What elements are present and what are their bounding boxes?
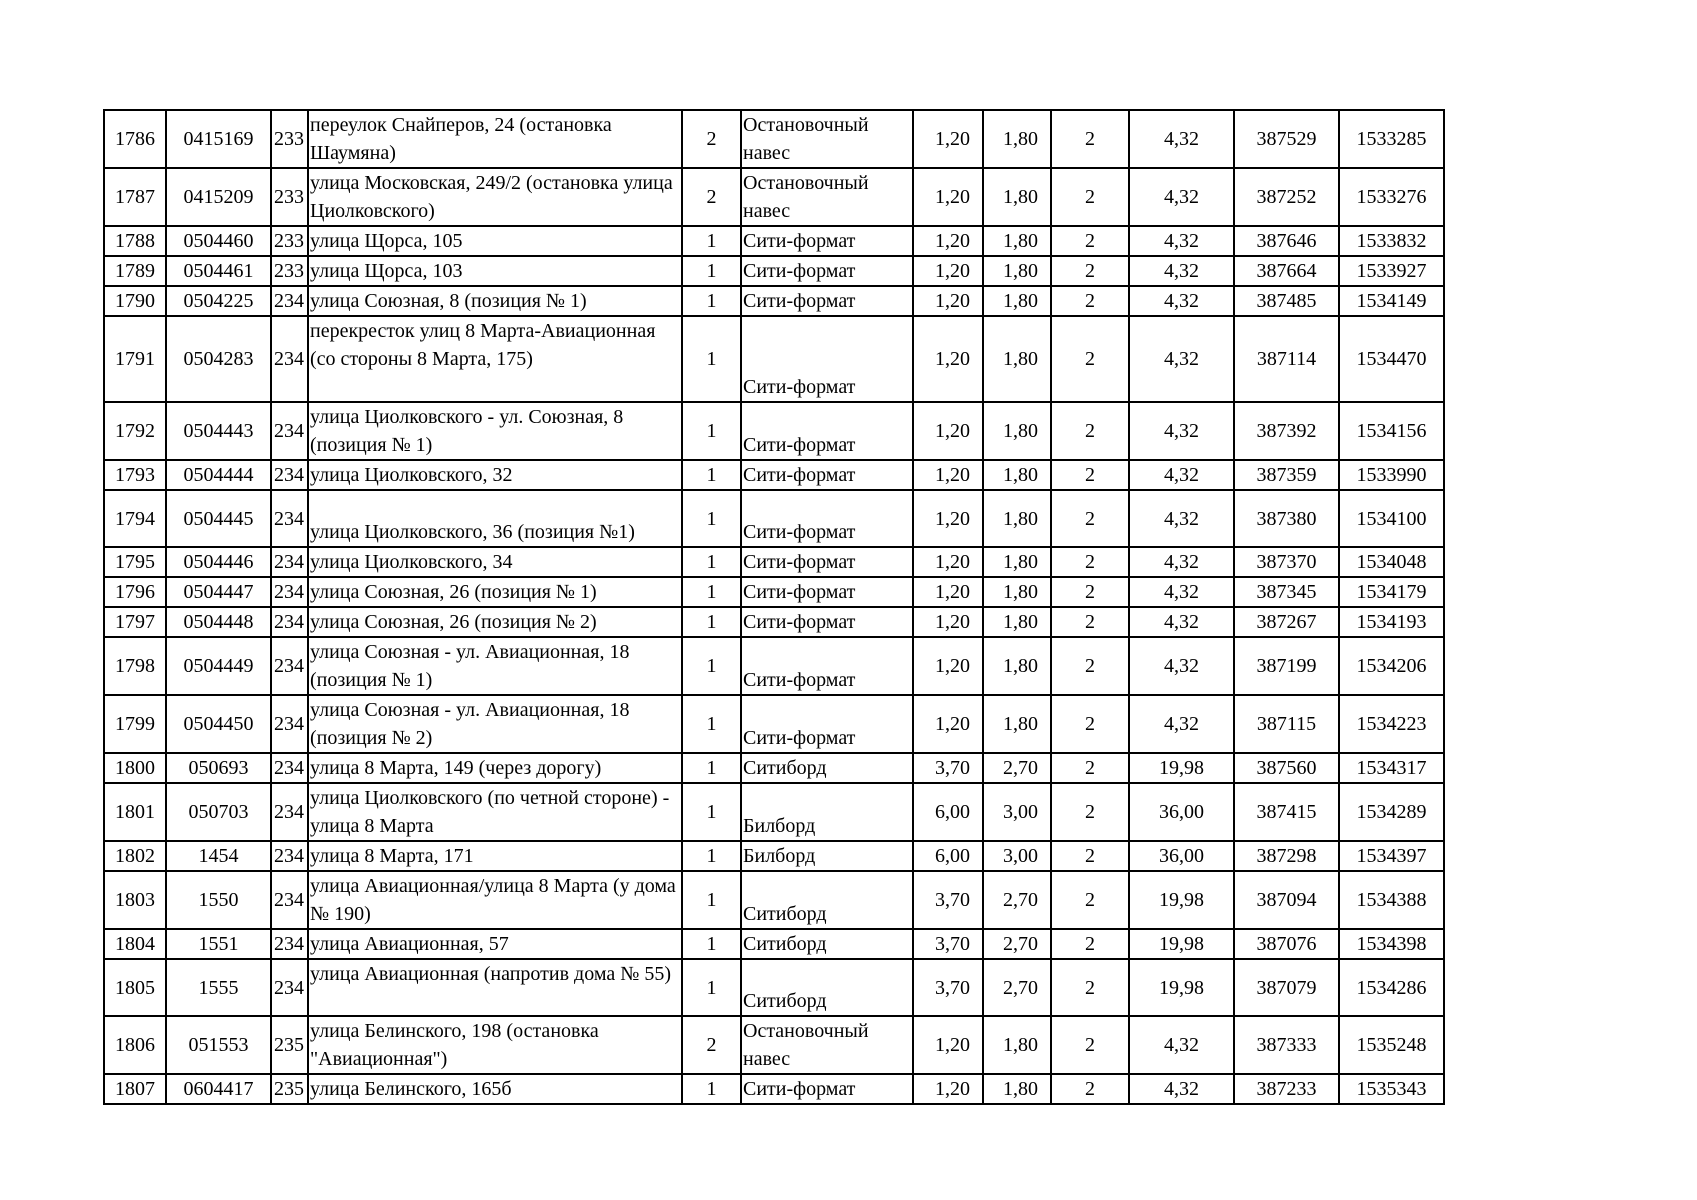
sides-cell: 1 [682, 753, 741, 783]
coord-x-cell: 387485 [1234, 286, 1339, 316]
area-cell: 4,32 [1129, 577, 1234, 607]
sides-cell: 1 [682, 959, 741, 1016]
area-cell: 4,32 [1129, 256, 1234, 286]
count-cell: 2 [1051, 110, 1129, 168]
row-number-cell: 1795 [104, 547, 166, 577]
sides-cell: 2 [682, 168, 741, 226]
construction-type-cell: Ситиборд [741, 753, 913, 783]
coord-y-cell: 1534317 [1339, 753, 1444, 783]
count-cell: 2 [1051, 1074, 1129, 1104]
width-cell: 3,70 [913, 929, 983, 959]
count-cell: 2 [1051, 753, 1129, 783]
count-cell: 2 [1051, 929, 1129, 959]
width-cell: 1,20 [913, 110, 983, 168]
district-cell: 233 [271, 168, 308, 226]
construction-type-cell: Билборд [741, 841, 913, 871]
district-cell: 234 [271, 929, 308, 959]
area-cell: 4,32 [1129, 607, 1234, 637]
construction-type-cell: Ситиборд [741, 929, 913, 959]
code-cell: 0504443 [166, 402, 271, 460]
area-cell: 19,98 [1129, 929, 1234, 959]
height-cell: 1,80 [983, 490, 1051, 547]
row-number-cell: 1806 [104, 1016, 166, 1074]
width-cell: 3,70 [913, 871, 983, 929]
count-cell: 2 [1051, 841, 1129, 871]
area-cell: 4,32 [1129, 637, 1234, 695]
sides-cell: 1 [682, 577, 741, 607]
address-cell: улица Авиационная, 57 [308, 929, 682, 959]
height-cell: 2,70 [983, 929, 1051, 959]
coord-y-cell: 1534223 [1339, 695, 1444, 753]
area-cell: 4,32 [1129, 490, 1234, 547]
area-cell: 4,32 [1129, 402, 1234, 460]
code-cell: 1551 [166, 929, 271, 959]
sides-cell: 1 [682, 871, 741, 929]
address-cell: переулок Снайперов, 24 (остановка Шаумяна) [308, 110, 682, 168]
table-body [104, 110, 1444, 1104]
height-cell: 1,80 [983, 168, 1051, 226]
construction-type-cell: Сити-формат [741, 460, 913, 490]
count-cell: 2 [1051, 959, 1129, 1016]
address-cell: улица Щорса, 105 [308, 226, 682, 256]
table-row [104, 929, 1444, 959]
row-number-cell: 1801 [104, 783, 166, 841]
code-cell: 050703 [166, 783, 271, 841]
address-cell: улица Циолковского, 34 [308, 547, 682, 577]
height-cell: 1,80 [983, 637, 1051, 695]
address-cell: улица Белинского, 198 (остановка "Авиационная") [308, 1016, 682, 1074]
sides-cell: 1 [682, 256, 741, 286]
district-cell: 234 [271, 316, 308, 402]
address-cell: улица Союзная - ул. Авиационная, 18 (позиция № 2) [308, 695, 682, 753]
row-number-cell: 1796 [104, 577, 166, 607]
height-cell: 2,70 [983, 871, 1051, 929]
row-number-cell: 1792 [104, 402, 166, 460]
width-cell: 1,20 [913, 226, 983, 256]
height-cell: 1,80 [983, 402, 1051, 460]
count-cell: 2 [1051, 1016, 1129, 1074]
row-number-cell: 1791 [104, 316, 166, 402]
district-cell: 234 [271, 959, 308, 1016]
width-cell: 1,20 [913, 1074, 983, 1104]
row-number-cell: 1788 [104, 226, 166, 256]
sides-cell: 1 [682, 316, 741, 402]
sides-cell: 1 [682, 929, 741, 959]
coord-y-cell: 1535343 [1339, 1074, 1444, 1104]
construction-type-cell: Билборд [741, 783, 913, 841]
row-number-cell: 1799 [104, 695, 166, 753]
table-row [104, 110, 1444, 168]
coord-y-cell: 1534289 [1339, 783, 1444, 841]
address-cell: перекресток улиц 8 Марта-Авиационная (со стороны 8 Марта, 175) [308, 316, 682, 402]
code-cell: 0504449 [166, 637, 271, 695]
construction-type-cell: Сити-формат [741, 547, 913, 577]
code-cell: 1550 [166, 871, 271, 929]
construction-type-cell: Сити-формат [741, 1074, 913, 1104]
table-row [104, 460, 1444, 490]
construction-type-cell: Сити-формат [741, 402, 913, 460]
width-cell: 3,70 [913, 753, 983, 783]
area-cell: 4,32 [1129, 168, 1234, 226]
sides-cell: 1 [682, 607, 741, 637]
code-cell: 0504283 [166, 316, 271, 402]
width-cell: 1,20 [913, 402, 983, 460]
table-row [104, 168, 1444, 226]
coord-x-cell: 387252 [1234, 168, 1339, 226]
area-cell: 19,98 [1129, 753, 1234, 783]
height-cell: 1,80 [983, 316, 1051, 402]
address-cell: улица Циолковского (по четной стороне) - улица 8 Марта [308, 783, 682, 841]
height-cell: 1,80 [983, 577, 1051, 607]
code-cell: 0504225 [166, 286, 271, 316]
width-cell: 1,20 [913, 316, 983, 402]
coord-x-cell: 387370 [1234, 547, 1339, 577]
address-cell: улица Авиационная (напротив дома № 55) [308, 959, 682, 1016]
width-cell: 1,20 [913, 695, 983, 753]
width-cell: 3,70 [913, 959, 983, 1016]
area-cell: 4,32 [1129, 695, 1234, 753]
count-cell: 2 [1051, 637, 1129, 695]
sides-cell: 1 [682, 402, 741, 460]
district-cell: 233 [271, 256, 308, 286]
coord-y-cell: 1534100 [1339, 490, 1444, 547]
area-cell: 4,32 [1129, 110, 1234, 168]
sides-cell: 2 [682, 110, 741, 168]
coord-y-cell: 1533276 [1339, 168, 1444, 226]
coord-y-cell: 1534048 [1339, 547, 1444, 577]
area-cell: 36,00 [1129, 841, 1234, 871]
construction-type-cell: Сити-формат [741, 577, 913, 607]
construction-type-cell: Сити-формат [741, 637, 913, 695]
table-row [104, 637, 1444, 695]
sides-cell: 1 [682, 841, 741, 871]
code-cell: 051553 [166, 1016, 271, 1074]
height-cell: 1,80 [983, 110, 1051, 168]
district-cell: 234 [271, 607, 308, 637]
code-cell: 0504446 [166, 547, 271, 577]
width-cell: 1,20 [913, 490, 983, 547]
address-cell: улица Союзная, 26 (позиция № 2) [308, 607, 682, 637]
coord-y-cell: 1534388 [1339, 871, 1444, 929]
construction-type-cell: Сити-формат [741, 490, 913, 547]
count-cell: 2 [1051, 547, 1129, 577]
coord-x-cell: 387094 [1234, 871, 1339, 929]
area-cell: 19,98 [1129, 871, 1234, 929]
table-row [104, 256, 1444, 286]
height-cell: 2,70 [983, 959, 1051, 1016]
coord-y-cell: 1534179 [1339, 577, 1444, 607]
code-cell: 0504444 [166, 460, 271, 490]
coord-y-cell: 1534286 [1339, 959, 1444, 1016]
code-cell: 0504445 [166, 490, 271, 547]
table-row [104, 402, 1444, 460]
district-cell: 234 [271, 577, 308, 607]
table-row [104, 753, 1444, 783]
district-cell: 234 [271, 695, 308, 753]
coord-y-cell: 1533832 [1339, 226, 1444, 256]
address-cell: улица Авиационная/улица 8 Марта (у дома № 190) [308, 871, 682, 929]
sides-cell: 1 [682, 286, 741, 316]
height-cell: 1,80 [983, 226, 1051, 256]
width-cell: 6,00 [913, 783, 983, 841]
row-number-cell: 1804 [104, 929, 166, 959]
height-cell: 1,80 [983, 547, 1051, 577]
row-number-cell: 1789 [104, 256, 166, 286]
count-cell: 2 [1051, 490, 1129, 547]
district-cell: 234 [271, 753, 308, 783]
area-cell: 4,32 [1129, 316, 1234, 402]
coord-x-cell: 387345 [1234, 577, 1339, 607]
coord-x-cell: 387529 [1234, 110, 1339, 168]
table-row [104, 695, 1444, 753]
coord-x-cell: 387199 [1234, 637, 1339, 695]
coord-y-cell: 1534206 [1339, 637, 1444, 695]
coord-y-cell: 1534149 [1339, 286, 1444, 316]
construction-type-cell: Остановочный навес [741, 168, 913, 226]
coord-y-cell: 1535248 [1339, 1016, 1444, 1074]
coord-x-cell: 387560 [1234, 753, 1339, 783]
construction-type-cell: Сити-формат [741, 607, 913, 637]
width-cell: 1,20 [913, 547, 983, 577]
sides-cell: 1 [682, 547, 741, 577]
table-row [104, 841, 1444, 871]
construction-type-cell: Сити-формат [741, 286, 913, 316]
area-cell: 36,00 [1129, 783, 1234, 841]
coord-y-cell: 1534397 [1339, 841, 1444, 871]
coord-x-cell: 387664 [1234, 256, 1339, 286]
address-cell: улица 8 Марта, 149 (через дорогу) [308, 753, 682, 783]
table-row [104, 783, 1444, 841]
construction-type-cell: Ситиборд [741, 959, 913, 1016]
code-cell: 0504450 [166, 695, 271, 753]
district-cell: 234 [271, 460, 308, 490]
count-cell: 2 [1051, 577, 1129, 607]
sides-cell: 1 [682, 490, 741, 547]
address-cell: улица Союзная, 8 (позиция № 1) [308, 286, 682, 316]
height-cell: 3,00 [983, 841, 1051, 871]
height-cell: 1,80 [983, 1074, 1051, 1104]
row-number-cell: 1786 [104, 110, 166, 168]
coord-y-cell: 1534156 [1339, 402, 1444, 460]
area-cell: 4,32 [1129, 226, 1234, 256]
construction-type-cell: Остановочный навес [741, 1016, 913, 1074]
sides-cell: 1 [682, 226, 741, 256]
construction-type-cell: Сити-формат [741, 316, 913, 402]
coord-x-cell: 387380 [1234, 490, 1339, 547]
sides-cell: 1 [682, 460, 741, 490]
height-cell: 1,80 [983, 460, 1051, 490]
construction-type-cell: Остановочный навес [741, 110, 913, 168]
district-cell: 234 [271, 286, 308, 316]
count-cell: 2 [1051, 316, 1129, 402]
coord-x-cell: 387646 [1234, 226, 1339, 256]
height-cell: 1,80 [983, 1016, 1051, 1074]
height-cell: 2,70 [983, 753, 1051, 783]
area-cell: 4,32 [1129, 1074, 1234, 1104]
width-cell: 1,20 [913, 286, 983, 316]
coord-y-cell: 1534470 [1339, 316, 1444, 402]
coord-x-cell: 387079 [1234, 959, 1339, 1016]
sides-cell: 1 [682, 1074, 741, 1104]
row-number-cell: 1794 [104, 490, 166, 547]
district-cell: 234 [271, 841, 308, 871]
sides-cell: 1 [682, 783, 741, 841]
table-row [104, 286, 1444, 316]
district-cell: 234 [271, 402, 308, 460]
sides-cell: 1 [682, 637, 741, 695]
construction-type-cell: Сити-формат [741, 256, 913, 286]
count-cell: 2 [1051, 226, 1129, 256]
district-cell: 234 [271, 783, 308, 841]
height-cell: 1,80 [983, 286, 1051, 316]
address-cell: улица Союзная - ул. Авиационная, 18 (позиция № 1) [308, 637, 682, 695]
sides-cell: 1 [682, 695, 741, 753]
coord-y-cell: 1534398 [1339, 929, 1444, 959]
area-cell: 19,98 [1129, 959, 1234, 1016]
district-cell: 235 [271, 1074, 308, 1104]
data-table [103, 109, 1445, 1105]
coord-x-cell: 387415 [1234, 783, 1339, 841]
area-cell: 4,32 [1129, 547, 1234, 577]
coord-x-cell: 387392 [1234, 402, 1339, 460]
code-cell: 0504447 [166, 577, 271, 607]
width-cell: 6,00 [913, 841, 983, 871]
construction-type-cell: Сити-формат [741, 695, 913, 753]
count-cell: 2 [1051, 402, 1129, 460]
code-cell: 0504461 [166, 256, 271, 286]
count-cell: 2 [1051, 783, 1129, 841]
row-number-cell: 1800 [104, 753, 166, 783]
code-cell: 0415209 [166, 168, 271, 226]
district-cell: 234 [271, 871, 308, 929]
height-cell: 1,80 [983, 256, 1051, 286]
address-cell: улица Белинского, 165б [308, 1074, 682, 1104]
height-cell: 3,00 [983, 783, 1051, 841]
row-number-cell: 1803 [104, 871, 166, 929]
table-row [104, 316, 1444, 402]
area-cell: 4,32 [1129, 1016, 1234, 1074]
width-cell: 1,20 [913, 637, 983, 695]
width-cell: 1,20 [913, 607, 983, 637]
address-cell: улица 8 Марта, 171 [308, 841, 682, 871]
sides-cell: 2 [682, 1016, 741, 1074]
district-cell: 235 [271, 1016, 308, 1074]
code-cell: 1454 [166, 841, 271, 871]
count-cell: 2 [1051, 695, 1129, 753]
code-cell: 050693 [166, 753, 271, 783]
width-cell: 1,20 [913, 256, 983, 286]
width-cell: 1,20 [913, 577, 983, 607]
address-cell: улица Циолковского, 36 (позиция №1) [308, 490, 682, 547]
row-number-cell: 1807 [104, 1074, 166, 1104]
coord-y-cell: 1534193 [1339, 607, 1444, 637]
row-number-cell: 1793 [104, 460, 166, 490]
table-row [104, 226, 1444, 256]
row-number-cell: 1802 [104, 841, 166, 871]
address-cell: улица Щорса, 103 [308, 256, 682, 286]
code-cell: 0504448 [166, 607, 271, 637]
address-cell: улица Циолковского - ул. Союзная, 8 (позиция № 1) [308, 402, 682, 460]
table-row [104, 959, 1444, 1016]
table-row [104, 490, 1444, 547]
count-cell: 2 [1051, 286, 1129, 316]
table-row [104, 577, 1444, 607]
coord-x-cell: 387333 [1234, 1016, 1339, 1074]
district-cell: 234 [271, 490, 308, 547]
coord-x-cell: 387114 [1234, 316, 1339, 402]
coord-y-cell: 1533990 [1339, 460, 1444, 490]
coord-x-cell: 387298 [1234, 841, 1339, 871]
area-cell: 4,32 [1129, 286, 1234, 316]
district-cell: 233 [271, 226, 308, 256]
width-cell: 1,20 [913, 460, 983, 490]
row-number-cell: 1798 [104, 637, 166, 695]
construction-type-cell: Сити-формат [741, 226, 913, 256]
table-row [104, 607, 1444, 637]
height-cell: 1,80 [983, 607, 1051, 637]
district-cell: 234 [271, 637, 308, 695]
code-cell: 0415169 [166, 110, 271, 168]
construction-type-cell: Ситиборд [741, 871, 913, 929]
district-cell: 233 [271, 110, 308, 168]
width-cell: 1,20 [913, 1016, 983, 1074]
table-row [104, 1016, 1444, 1074]
count-cell: 2 [1051, 168, 1129, 226]
district-cell: 234 [271, 547, 308, 577]
count-cell: 2 [1051, 607, 1129, 637]
table-row [104, 547, 1444, 577]
count-cell: 2 [1051, 460, 1129, 490]
row-number-cell: 1805 [104, 959, 166, 1016]
coord-x-cell: 387115 [1234, 695, 1339, 753]
width-cell: 1,20 [913, 168, 983, 226]
coord-x-cell: 387267 [1234, 607, 1339, 637]
row-number-cell: 1790 [104, 286, 166, 316]
row-number-cell: 1787 [104, 168, 166, 226]
table-row [104, 1074, 1444, 1104]
code-cell: 0604417 [166, 1074, 271, 1104]
code-cell: 0504460 [166, 226, 271, 256]
count-cell: 2 [1051, 256, 1129, 286]
address-cell: улица Союзная, 26 (позиция № 1) [308, 577, 682, 607]
height-cell: 1,80 [983, 695, 1051, 753]
coord-y-cell: 1533927 [1339, 256, 1444, 286]
coord-x-cell: 387359 [1234, 460, 1339, 490]
area-cell: 4,32 [1129, 460, 1234, 490]
coord-x-cell: 387233 [1234, 1074, 1339, 1104]
coord-x-cell: 387076 [1234, 929, 1339, 959]
address-cell: улица Циолковского, 32 [308, 460, 682, 490]
coord-y-cell: 1533285 [1339, 110, 1444, 168]
code-cell: 1555 [166, 959, 271, 1016]
address-cell: улица Московская, 249/2 (остановка улица Циолковского) [308, 168, 682, 226]
table-row [104, 871, 1444, 929]
row-number-cell: 1797 [104, 607, 166, 637]
count-cell: 2 [1051, 871, 1129, 929]
